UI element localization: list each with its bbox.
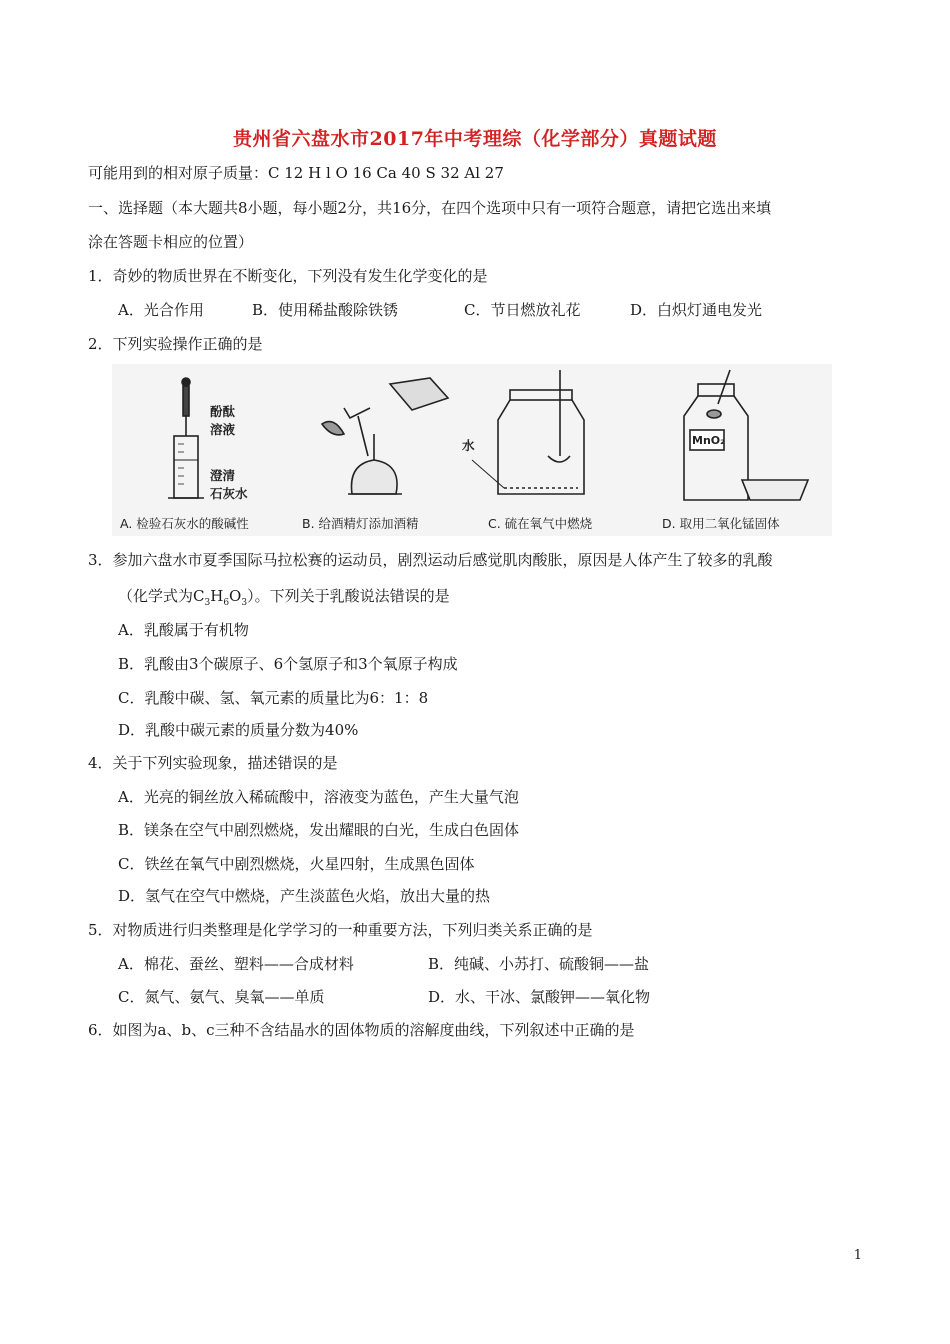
section-heading-line1: 一、选择题（本大题共8小题，每小题2分，共16分，在四个选项中只有一项符合题意，请把它选出来填 (88, 199, 772, 217)
label-limewater-2: 石灰水 (210, 486, 248, 501)
q3-formula-sub-h: 6 (223, 598, 230, 608)
q1-option-a: A．光合作用 (118, 301, 204, 319)
q3-formula-sub-c: 3 (204, 598, 211, 608)
q4-option-c: C．铁丝在氧气中剧烈燃烧，火星四射，生成黑色固体 (118, 855, 475, 873)
q3-option-d: D．乳酸中碳元素的质量分数为40% (118, 721, 359, 739)
q2-stem: 2．下列实验操作正确的是 (88, 335, 263, 353)
q3-stem-tail: ）。下列关于乳酸说法错误的是 (247, 587, 450, 605)
q5-option-d: D．水、干冰、氯酸钾——氧化物 (428, 988, 651, 1006)
q3-formula-sub-o: 3 (241, 598, 248, 608)
q6-stem: 6．如图为a、b、c三种不含结晶水的固体物质的溶解度曲线，下列叙述中正确的是 (88, 1021, 635, 1039)
label-mno2: MnO₂ (692, 434, 725, 447)
q5-option-c: C．氮气、氨气、臭氧——单质 (118, 988, 325, 1006)
label-limewater-1: 澄清 (210, 468, 236, 483)
q4-option-a: A．光亮的铜丝放入稀硫酸中，溶液变为蓝色，产生大量气泡 (118, 788, 519, 806)
q3-formula-o: O (229, 587, 242, 605)
label-water: 水 (462, 438, 475, 453)
q3-option-c: C．乳酸中碳、氢、氧元素的质量比为6：1：8 (118, 689, 429, 707)
q5-option-b: B．纯碱、小苏打、硫酸铜——盐 (428, 955, 650, 973)
caption-a: A. 检验石灰水的酸碱性 (120, 516, 249, 531)
q4-option-b: B．镁条在空气中剧烈燃烧，发出耀眼的白光，生成白色固体 (118, 821, 520, 839)
q3-stem-line1: 3．参加六盘水市夏季国际马拉松赛的运动员，剧烈运动后感觉肌肉酸胀，原因是人体产生了较多的乳酸 (88, 551, 773, 569)
q1-stem: 1．奇妙的物质世界在不断变化，下列没有发生化学变化的是 (88, 267, 488, 285)
q3-formula-h: H (210, 587, 224, 605)
q3-option-b: B．乳酸由3个碳原子、6个氢原子和3个氧原子构成 (118, 655, 458, 673)
caption-d: D. 取用二氧化锰固体 (662, 516, 780, 531)
q1-option-b: B．使用稀盐酸除铁锈 (252, 301, 399, 319)
q4-stem: 4．关于下列实验现象，描述错误的是 (88, 754, 338, 772)
q3-formula-prefix: （化学式为C (118, 587, 205, 605)
atomic-masses: 可能用到的相对原子质量：C 12 H l O 16 Ca 40 S 32 Al 27 (88, 164, 504, 182)
q3-stem-line2 (118, 586, 450, 613)
q5-stem: 5．对物质进行归类整理是化学学习的一种重要方法，下列归类关系正确的是 (88, 921, 593, 939)
q4-option-d: D．氢气在空气中燃烧，产生淡蓝色火焰，放出大量的热 (118, 887, 491, 905)
q2-figure (112, 364, 832, 536)
page-number: 1 (853, 1248, 862, 1263)
q1-option-d: D．白炽灯通电发光 (630, 301, 763, 319)
q5-option-a: A．棉花、蚕丝、塑料——合成材料 (118, 955, 354, 973)
q1-option-c: C．节日燃放礼花 (464, 301, 581, 319)
caption-c: C. 硫在氧气中燃烧 (488, 516, 593, 531)
caption-b: B. 给酒精灯添加酒精 (302, 516, 419, 531)
page-title: 贵州省六盘水市2017年中考理综（化学部分）真题试题 (233, 128, 717, 150)
q3-option-a: A．乳酸属于有机物 (118, 621, 249, 639)
label-phenolphthalein-1: 酚酞 (210, 404, 236, 419)
section-heading-line2: 涂在答题卡相应的位置） (88, 233, 254, 251)
label-phenolphthalein-2: 溶液 (210, 422, 236, 437)
